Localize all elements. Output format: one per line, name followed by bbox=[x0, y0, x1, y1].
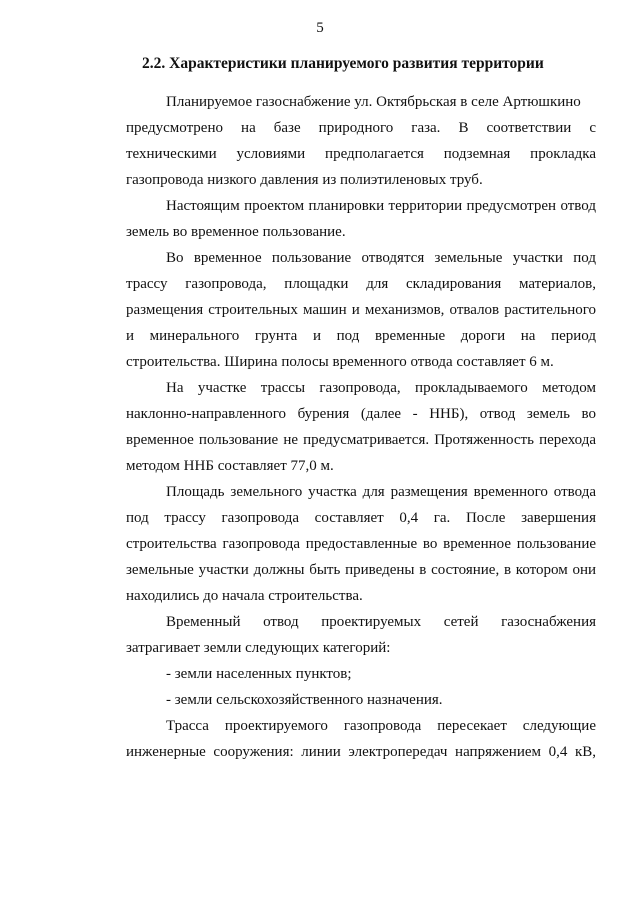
body-text bbox=[126, 89, 596, 765]
text-line: строительства газопровода предоставленные во временное пользование bbox=[126, 536, 596, 552]
list-item: - земли сельскохозяйственного назначения. bbox=[166, 692, 443, 708]
text-line: На участке трассы газопровода, прокладываемого методом bbox=[166, 380, 596, 396]
text-line: трассу газопровода, площадки для складирования материалов, bbox=[126, 276, 596, 292]
text-line: затрагивает земли следующих категорий: bbox=[126, 640, 391, 656]
text-line: Настоящим проектом планировки территории предусмотрен отвод bbox=[166, 198, 596, 214]
list-item: - земли населенных пунктов; bbox=[166, 666, 352, 682]
text-line: техническими условиями предполагается подземная прокладка bbox=[126, 146, 596, 162]
text-line: Во временное пользование отводятся земельные участки под bbox=[166, 250, 596, 266]
text-line: и минерального грунта и под временные дороги на период bbox=[126, 328, 596, 344]
page-number: 5 bbox=[316, 20, 324, 36]
text-line: инженерные сооружения: линии электропередач напряжением 0,4 кВ, bbox=[126, 744, 596, 760]
text-line: Планируемое газоснабжение ул. Октябрьская в селе Артюшкино bbox=[166, 94, 581, 110]
text-line: строительства. Ширина полосы временного отвода составляет 6 м. bbox=[126, 354, 554, 370]
text-line: земельные участки должны быть приведены в состояние, в котором они bbox=[126, 562, 596, 578]
text-line: методом ННБ составляет 77,0 м. bbox=[126, 458, 334, 474]
text-line: Временный отвод проектируемых сетей газоснабжения bbox=[166, 614, 596, 630]
text-line: Трасса проектируемого газопровода пересекает следующие bbox=[166, 718, 596, 734]
section-heading: 2.2. Характеристики планируемого развития территории bbox=[142, 55, 544, 72]
text-line: находились до начала строительства. bbox=[126, 588, 363, 604]
text-line: временное пользование не предусматривается. Протяженность перехода bbox=[126, 432, 596, 448]
text-line: под трассу газопровода составляет 0,4 га. После завершения bbox=[126, 510, 596, 526]
text-line: газопровода низкого давления из полиэтиленовых труб. bbox=[126, 172, 483, 188]
text-line: предусмотрено на базе природного газа. В соответствии с bbox=[126, 120, 596, 136]
text-line: наклонно-направленного бурения (далее - ННБ), отвод земель во bbox=[126, 406, 596, 422]
text-line: Площадь земельного участка для размещения временного отвода bbox=[166, 484, 596, 500]
text-line: размещения строительных машин и механизмов, отвалов растительного bbox=[126, 302, 596, 318]
text-line: земель во временное пользование. bbox=[126, 224, 346, 240]
